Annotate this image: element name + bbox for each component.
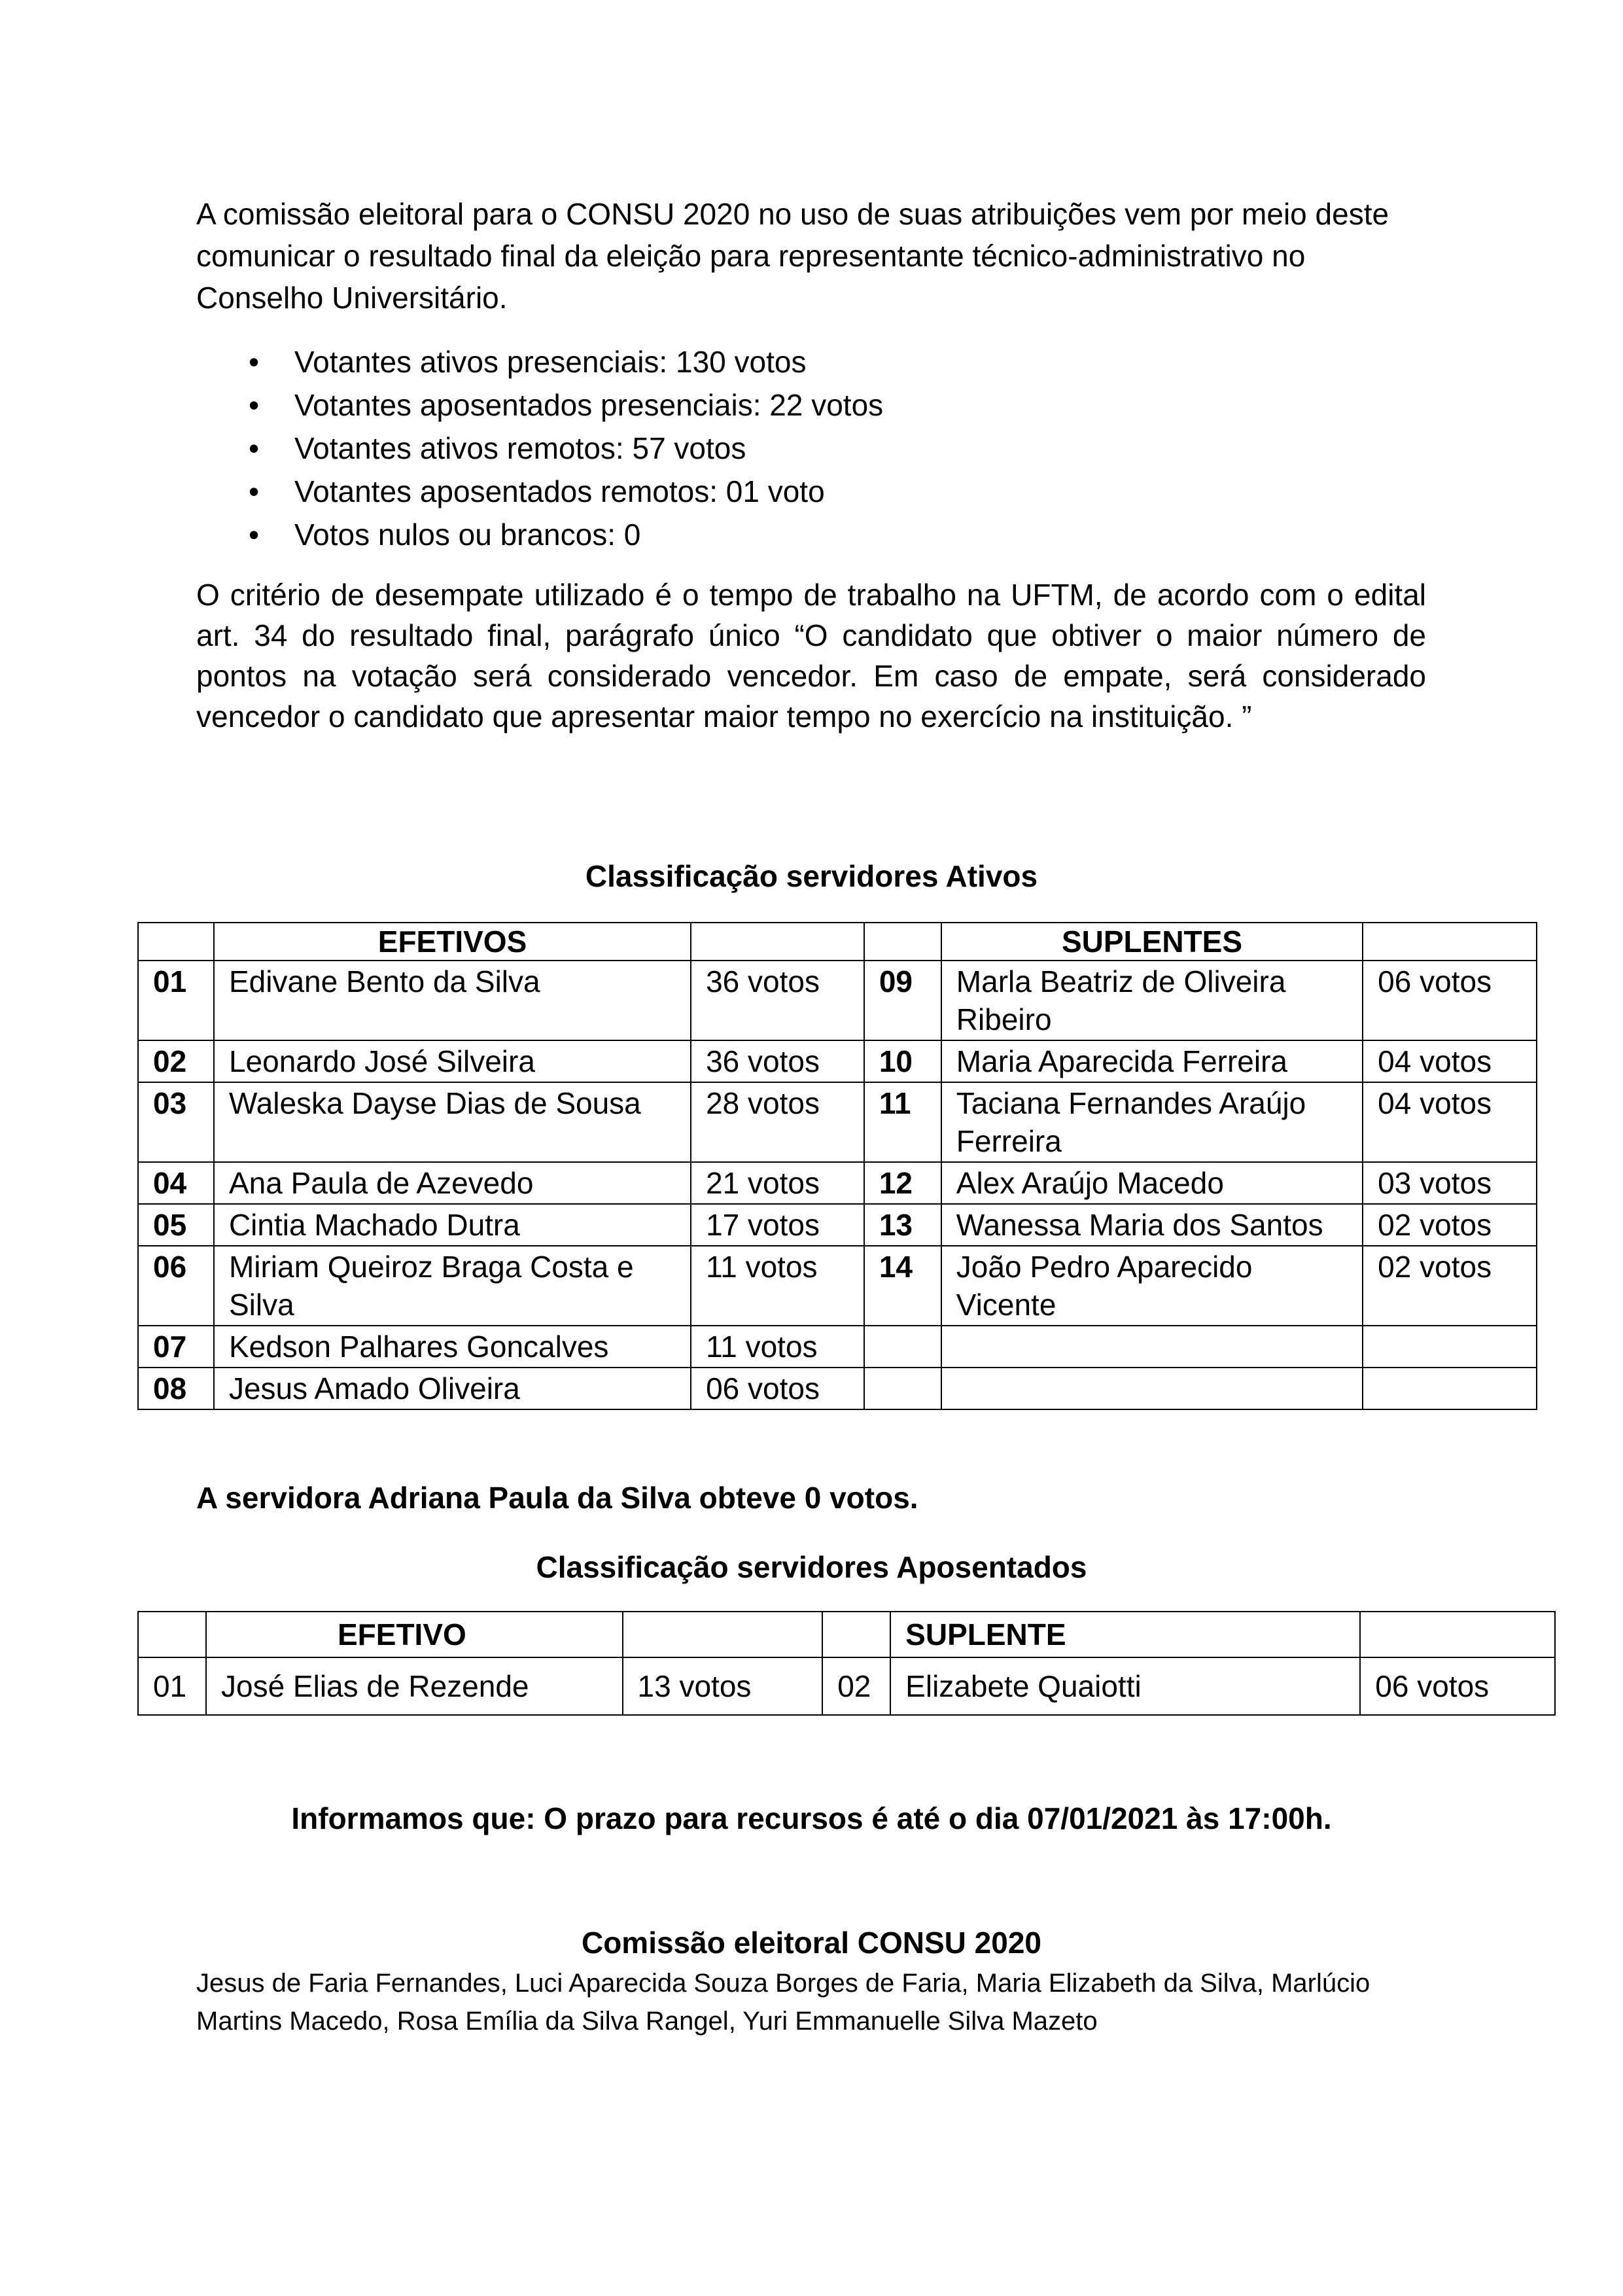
zero-votes-note: A servidora Adriana Paula da Silva obteve 0 votos.: [196, 1481, 918, 1515]
rank-cell: 01: [138, 961, 214, 1040]
name-cell: Ana Paula de Azevedo: [214, 1162, 691, 1204]
table-row: [138, 1040, 1537, 1082]
commission-title: Comissão eleitoral CONSU 2020: [581, 1926, 1042, 1960]
rank-cell: 14: [864, 1246, 941, 1326]
header-cell: [138, 923, 214, 961]
list-item: • Votantes aposentados remotos: 01 voto: [196, 470, 1433, 513]
table-row: [138, 1082, 1537, 1162]
header-cell: [691, 923, 864, 961]
votes-cell: 17 votos: [691, 1204, 864, 1246]
rank-cell: 08: [138, 1368, 214, 1409]
table-row: [138, 1204, 1537, 1246]
table-row: [138, 961, 1537, 1040]
votes-cell: 04 votos: [1363, 1040, 1537, 1082]
rank-cell: 06: [138, 1246, 214, 1326]
votes-cell: [1363, 1368, 1537, 1409]
rank-cell: 13: [864, 1204, 941, 1246]
votes-cell: 02 votos: [1363, 1246, 1537, 1326]
votes-cell: 13 votos: [623, 1657, 823, 1715]
vote-counts-list: [196, 340, 1433, 556]
ativos-table: [137, 922, 1537, 1410]
votes-cell: 06 votos: [1363, 961, 1537, 1040]
votes-cell: 04 votos: [1363, 1082, 1537, 1162]
name-cell: Miriam Queiroz Braga Costa e Silva: [214, 1246, 691, 1326]
table-row: [138, 1368, 1537, 1409]
name-cell: Taciana Fernandes Araújo Ferreira: [941, 1082, 1363, 1162]
name-cell: Wanessa Maria dos Santos: [941, 1204, 1363, 1246]
votes-cell: 02 votos: [1363, 1204, 1537, 1246]
name-cell: Maria Aparecida Ferreira: [941, 1040, 1363, 1082]
header-cell: [1360, 1612, 1555, 1657]
rank-cell: 09: [864, 961, 941, 1040]
rank-cell: 11: [864, 1082, 941, 1162]
table-header-row: [138, 923, 1537, 961]
rank-cell: 12: [864, 1162, 941, 1204]
votes-cell: 03 votos: [1363, 1162, 1537, 1204]
table-row: [138, 1657, 1555, 1715]
header-cell: [864, 923, 941, 961]
rank-cell: 02: [138, 1040, 214, 1082]
name-cell: Elizabete Quaiotti: [890, 1657, 1360, 1715]
name-cell: Edivane Bento da Silva: [214, 961, 691, 1040]
name-cell: Kedson Palhares Goncalves: [214, 1326, 691, 1368]
list-item: • Votantes ativos remotos: 57 votos: [196, 427, 1433, 470]
name-cell: João Pedro Aparecido Vicente: [941, 1246, 1363, 1326]
rank-cell: 04: [138, 1162, 214, 1204]
votes-cell: 36 votos: [691, 961, 864, 1040]
name-cell: [941, 1368, 1363, 1409]
list-item: • Votantes ativos presenciais: 130 votos: [196, 340, 1433, 383]
deadline-notice: Informamos que: O prazo para recursos é até o dia 07/01/2021 às 17:00h.: [291, 1801, 1332, 1835]
rank-cell: 07: [138, 1326, 214, 1368]
name-cell: Marla Beatriz de Oliveira Ribeiro: [941, 961, 1363, 1040]
rank-cell: [864, 1326, 941, 1368]
rank-cell: [864, 1368, 941, 1409]
header-cell: [623, 1612, 823, 1657]
rank-cell: 03: [138, 1082, 214, 1162]
table-row: [138, 1326, 1537, 1368]
aposentados-table: [137, 1611, 1556, 1716]
name-cell: Leonardo José Silveira: [214, 1040, 691, 1082]
tiebreak-criterion-paragraph: O critério de desempate utilizado é o tempo de trabalho na UFTM, de acordo com o edital art. 34 do resultado final, parágrafo único “O candidato que obtiver o maior número de pontos na votação será considerado vencedor. Em caso de empate, será considerado vencedor o candidato que apresentar maior tempo no exercício na instituição. ”: [196, 578, 1426, 733]
efetivos-header: EFETIVOS: [214, 923, 691, 961]
rank-cell: 02: [822, 1657, 890, 1715]
list-item: • Votos nulos ou brancos: 0: [196, 513, 1433, 556]
aposentados-heading: Classificação servidores Aposentados: [536, 1550, 1087, 1584]
votes-cell: [1363, 1326, 1537, 1368]
header-cell: [822, 1612, 890, 1657]
votes-cell: 28 votos: [691, 1082, 864, 1162]
rank-cell: 10: [864, 1040, 941, 1082]
votes-cell: 06 votos: [691, 1368, 864, 1409]
votes-cell: 06 votos: [1360, 1657, 1555, 1715]
intro-paragraph: A comissão eleitoral para o CONSU 2020 no uso de suas atribuições vem por meio deste comunicar o resultado final da eleição para representante técnico-administrativo no Conselho Universitário.: [196, 197, 1389, 315]
header-cell: [138, 1612, 206, 1657]
suplentes-header: SUPLENTES: [941, 923, 1363, 961]
table-row: [138, 1246, 1537, 1326]
name-cell: Alex Araújo Macedo: [941, 1162, 1363, 1204]
name-cell: Cintia Machado Dutra: [214, 1204, 691, 1246]
efetivo-header: EFETIVO: [206, 1612, 623, 1657]
header-cell: [1363, 923, 1537, 961]
name-cell: [941, 1326, 1363, 1368]
name-cell: Waleska Dayse Dias de Sousa: [214, 1082, 691, 1162]
votes-cell: 11 votos: [691, 1246, 864, 1326]
rank-cell: 05: [138, 1204, 214, 1246]
list-item: • Votantes aposentados presenciais: 22 votos: [196, 383, 1433, 427]
votes-cell: 21 votos: [691, 1162, 864, 1204]
rank-cell: 01: [138, 1657, 206, 1715]
votes-cell: 11 votos: [691, 1326, 864, 1368]
table-row: [138, 1162, 1537, 1204]
commission-members: Jesus de Faria Fernandes, Luci Aparecida Souza Borges de Faria, Maria Elizabeth da Silva, Marlúcio Martins Macedo, Rosa Emília da Silva Rangel, Yuri Emmanuelle Silva Mazeto: [196, 1969, 1370, 2036]
votes-cell: 36 votos: [691, 1040, 864, 1082]
suplente-header: SUPLENTE: [890, 1612, 1360, 1657]
name-cell: Jesus Amado Oliveira: [214, 1368, 691, 1409]
table-header-row: [138, 1612, 1555, 1657]
ativos-heading: Classificação servidores Ativos: [585, 859, 1038, 893]
name-cell: José Elias de Rezende: [206, 1657, 623, 1715]
